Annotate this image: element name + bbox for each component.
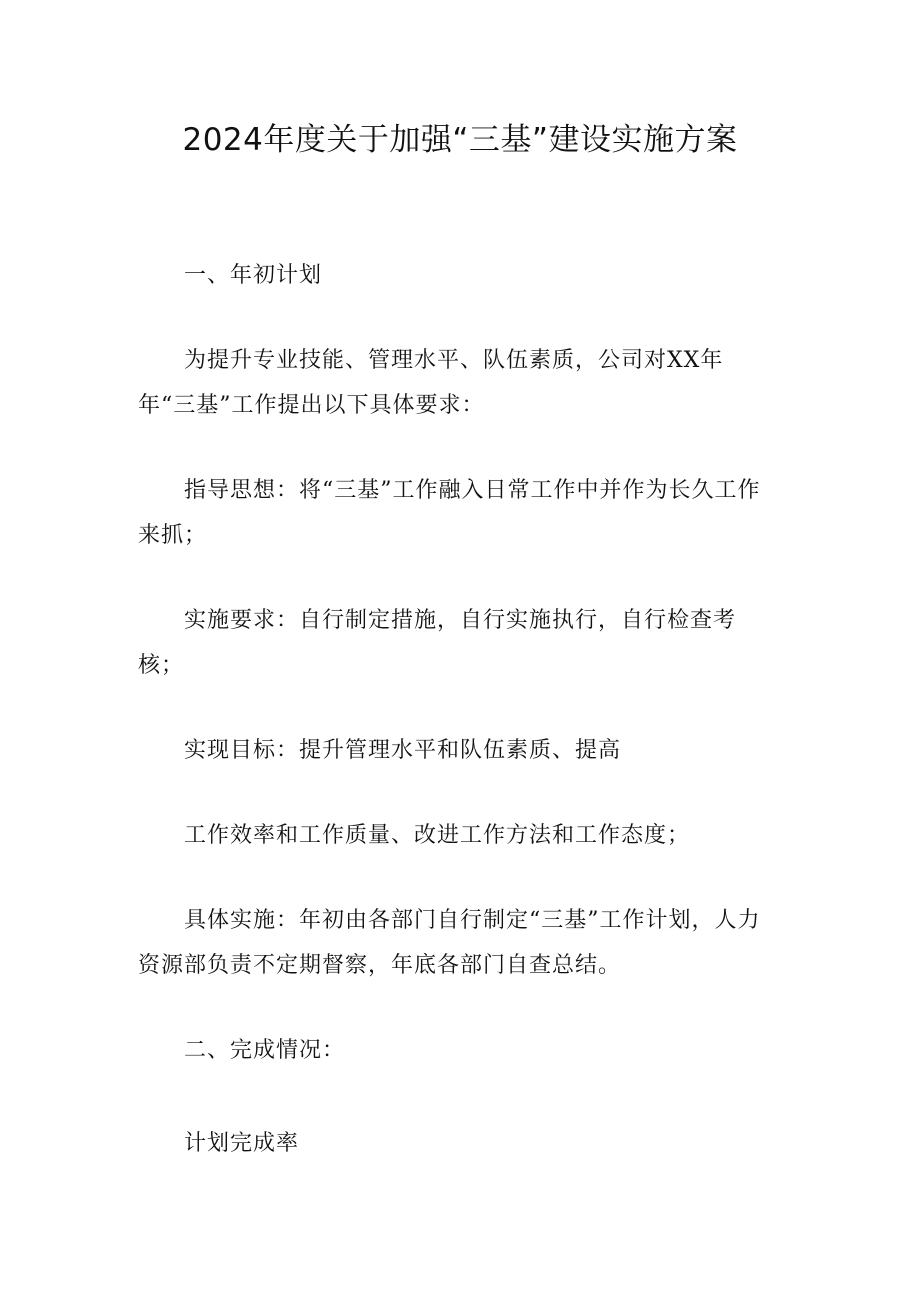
paragraph-intro: 为提升专业技能、管理水平、队伍素质，公司对XX年年“三基”工作提出以下具体要求： xyxy=(138,348,724,418)
paragraph-guiding-thought: 指导思想：将“三基”工作融入日常工作中并作为长久工作来抓； xyxy=(138,478,761,548)
section-heading-completion: 二、完成情况： xyxy=(184,1038,346,1063)
section-heading-annual-plan: 一、年初计划 xyxy=(184,263,323,288)
paragraph-implementation-requirements: 实施要求：自行制定措施，自行实施执行，自行检查考核； xyxy=(138,608,737,678)
paragraph-completion-rate: 计划完成率 xyxy=(184,1131,300,1156)
paragraph-specific-implementation: 具体实施：年初由各部门自行制定“三基”工作计划，人力资源部负责不定期督察，年底各部门自查总结。 xyxy=(138,908,761,978)
paragraph-goal-line-1: 实现目标：提升管理水平和队伍素质、提高 xyxy=(184,738,622,763)
paragraph-goal-line-2: 工作效率和工作质量、改进工作方法和工作态度； xyxy=(184,823,691,848)
document-title: 2024年度关于加强“三基”建设实施方案 xyxy=(182,122,738,158)
